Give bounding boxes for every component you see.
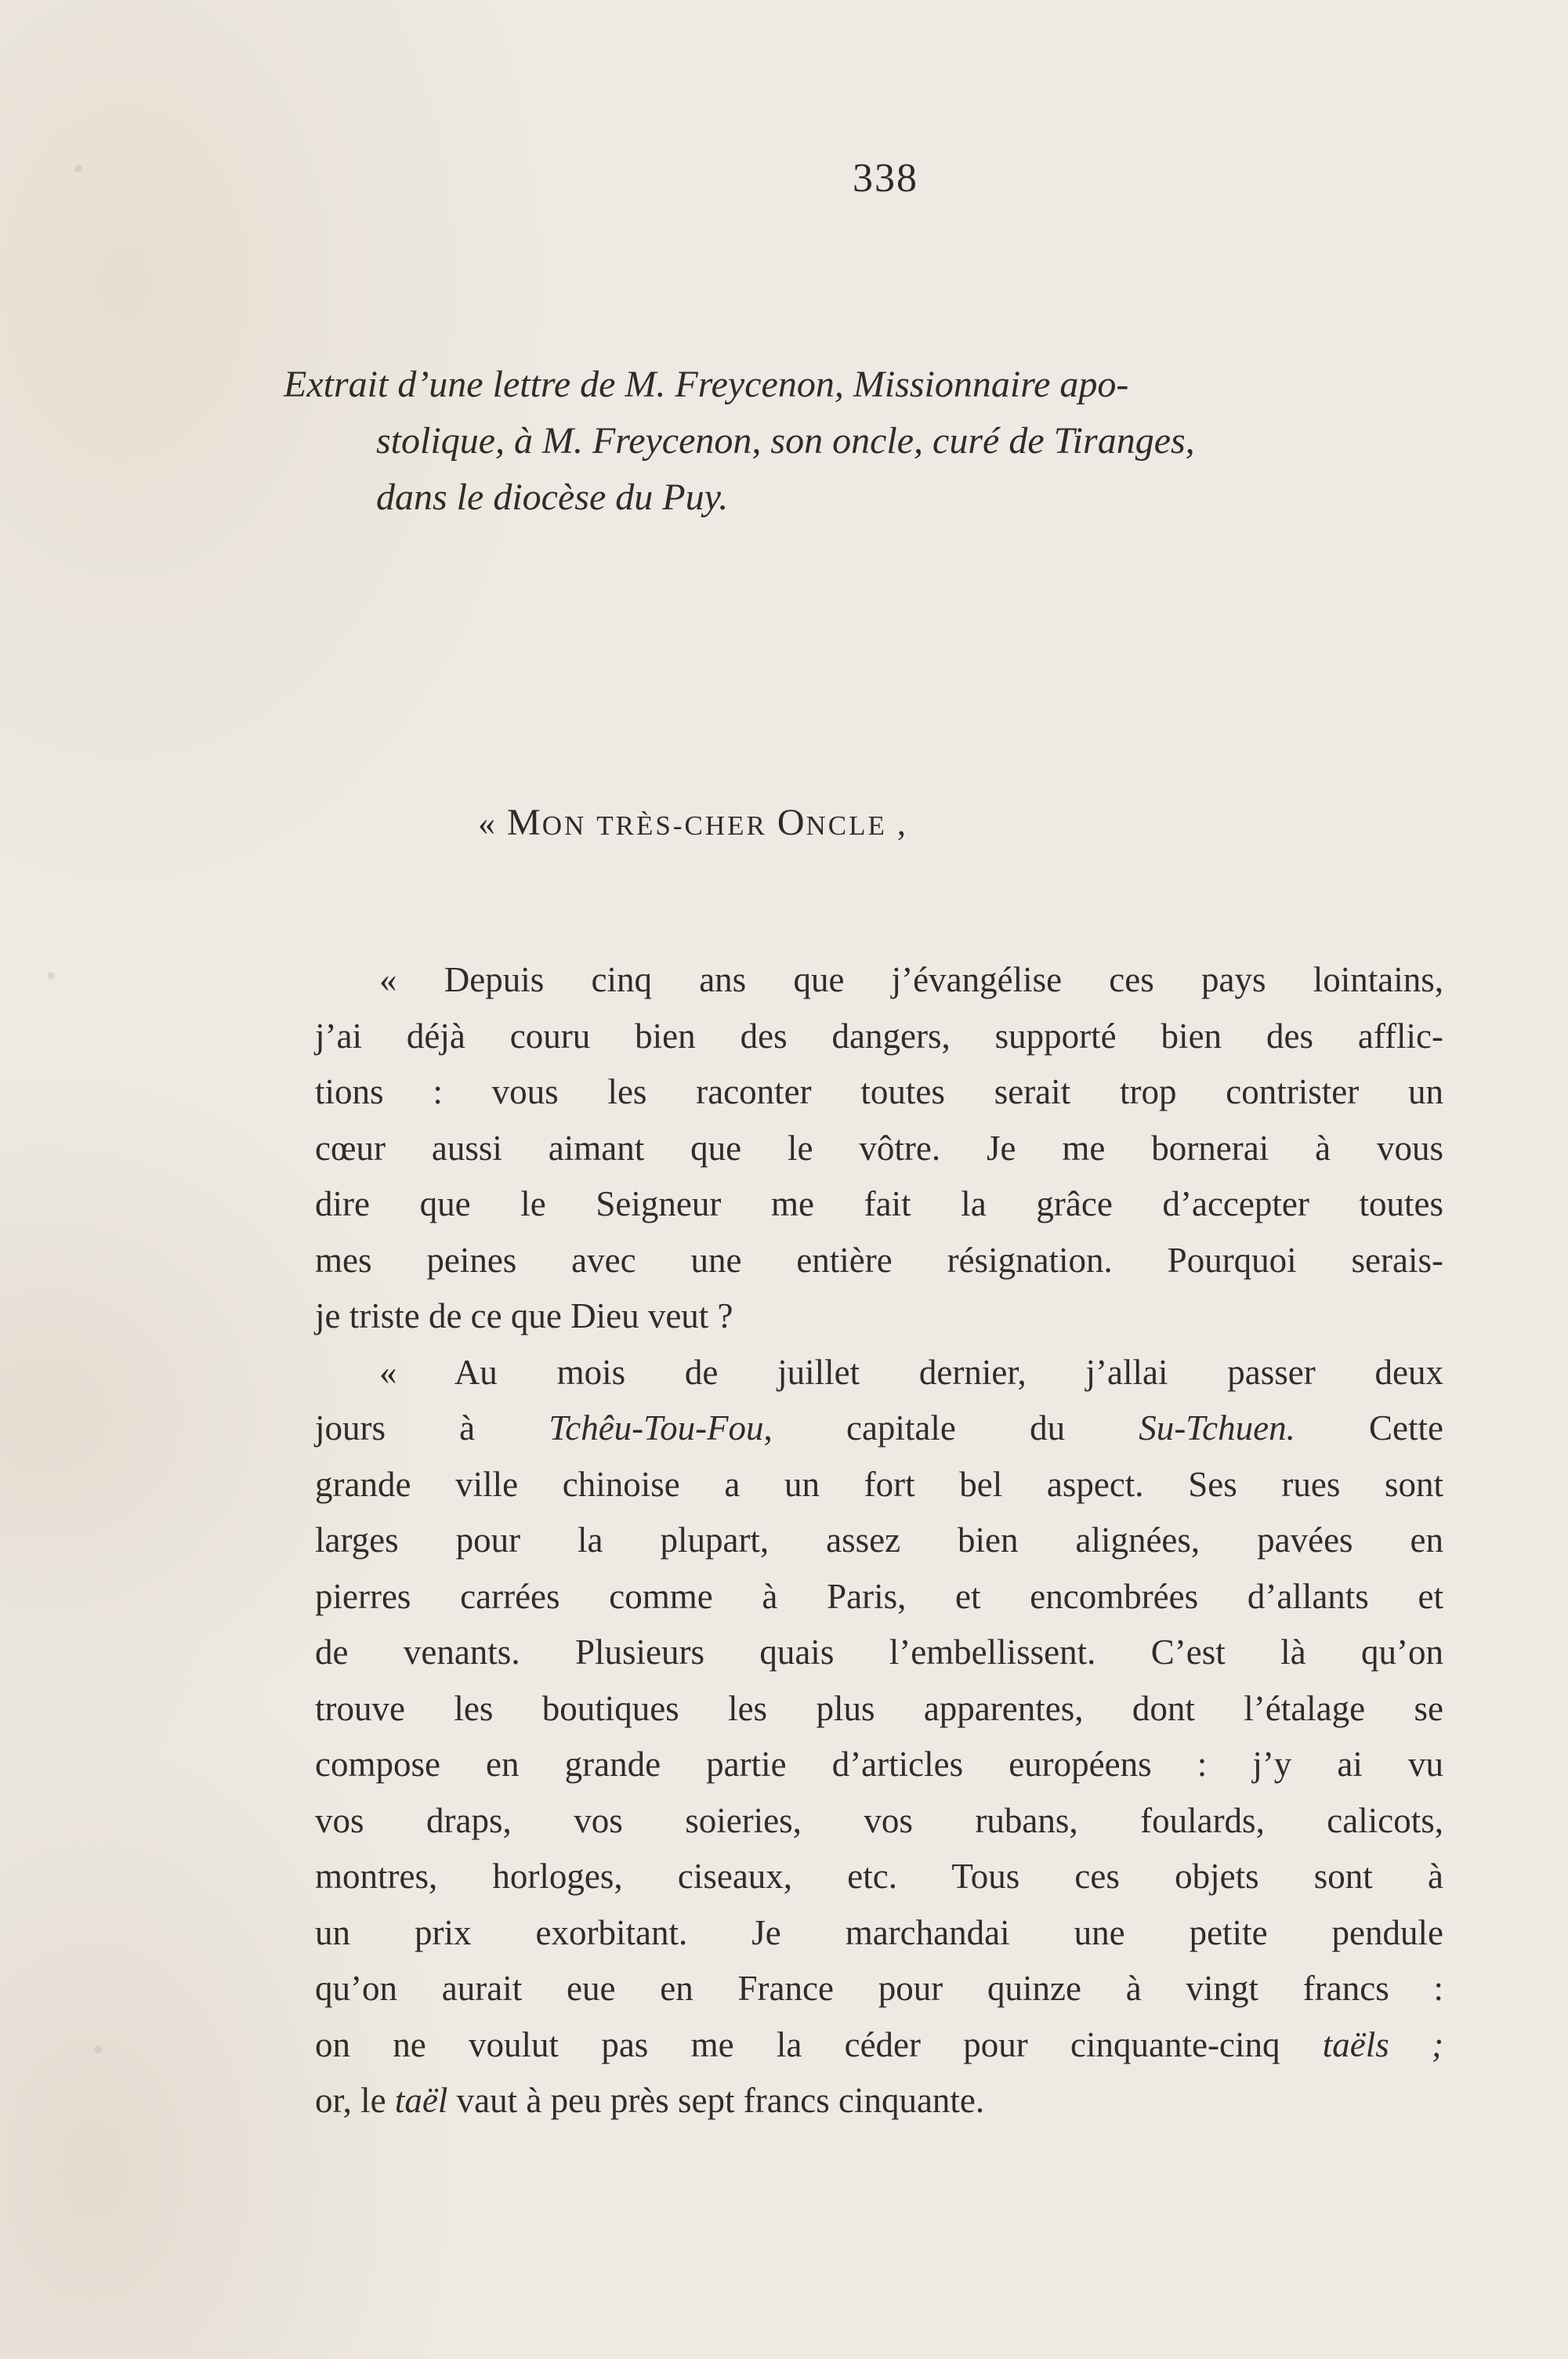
header-line: dans le diocèse du Puy. — [376, 477, 729, 518]
text-line: grande ville chinoise a un fort bel aspect. Ses rues sont — [315, 1464, 1443, 1504]
text-line: cœur aussi aimant que le vôtre. Je me bornerai à vous — [315, 1128, 1443, 1168]
text-line: tions : vous les raconter toutes serait trop contrister un — [315, 1072, 1443, 1111]
text-run: , capitale du — [763, 1408, 1139, 1448]
text-line: larges pour la plupart, assez bien alignées, pavées en — [315, 1520, 1443, 1560]
letter-header — [284, 357, 1459, 526]
salutation-small-caps: NCLE — [806, 810, 887, 841]
text-line — [315, 2017, 1443, 2074]
page-number: 338 — [853, 156, 918, 201]
text-line: trouve les boutiques les plus apparentes, dont l’étalage se — [315, 1688, 1443, 1728]
text-line: je triste de ce que Dieu veut ? — [315, 1296, 733, 1335]
text-run: Cette — [1295, 1408, 1443, 1448]
text-line — [315, 2073, 1443, 2129]
salutation — [478, 801, 907, 844]
text-line: un prix exorbitant. Je marchandai une petite pendule — [315, 1912, 1443, 1952]
salutation-punctuation: , — [896, 804, 907, 842]
text-run: on ne voulut pas me la céder pour cinquante-cinq — [315, 2024, 1323, 2064]
salutation-small-caps: TRÈS-CHER — [596, 810, 767, 841]
salutation-small-caps: ON — [541, 810, 587, 841]
salutation-initial: M — [507, 802, 542, 843]
text-run: jours à — [315, 1408, 549, 1448]
text-line: vos draps, vos soieries, vos rubans, foulards, calicots, — [315, 1800, 1443, 1840]
paper-speck — [94, 2046, 102, 2053]
header-line: Extrait d’une lettre de M. Freycenon, Missionnaire apo- — [284, 364, 1129, 405]
salutation-open-quote: « — [478, 804, 497, 842]
text-run: vaut à peu près sept francs cinquante. — [447, 2081, 985, 2120]
text-line: « Depuis cinq ans que j’évangélise ces pays lointains, — [379, 960, 1443, 999]
text-line: qu’on aurait eue en France pour quinze à vingt francs : — [315, 1969, 1443, 2008]
place-name-italic: Su-Tchuen. — [1139, 1408, 1295, 1448]
letter-body — [315, 952, 1443, 2129]
text-line — [315, 1401, 1443, 1457]
text-line: montres, horloges, ciseaux, etc. Tous ces objets sont à — [315, 1857, 1443, 1896]
text-line: j’ai déjà couru bien des dangers, supporté bien des afflic- — [315, 1016, 1443, 1056]
salutation-initial: O — [777, 802, 806, 843]
paper-speck — [47, 972, 55, 980]
text-line: mes peines avec une entière résignation. Pourquoi serais- — [315, 1240, 1443, 1280]
currency-italic: taël — [394, 2081, 448, 2120]
paper-speck — [74, 165, 82, 172]
text-line: pierres carrées comme à Paris, et encombrées d’allants et — [315, 1576, 1443, 1616]
header-line: stolique, à M. Freycenon, son oncle, curé de Tiranges, — [376, 420, 1195, 462]
text-line: compose en grande partie d’articles européens : j’y ai vu — [315, 1745, 1443, 1784]
text-line: « Au mois de juillet dernier, j’allai passer deux — [379, 1352, 1443, 1392]
text-line: de venants. Plusieurs quais l’embellissent. C’est là qu’on — [315, 1632, 1443, 1672]
place-name-italic: Tchêu-Tou-Fou — [549, 1408, 764, 1448]
text-run: or, le — [315, 2081, 395, 2120]
currency-italic: taëls ; — [1322, 2024, 1443, 2064]
text-line: dire que le Seigneur me fait la grâce d’accepter toutes — [315, 1184, 1443, 1223]
